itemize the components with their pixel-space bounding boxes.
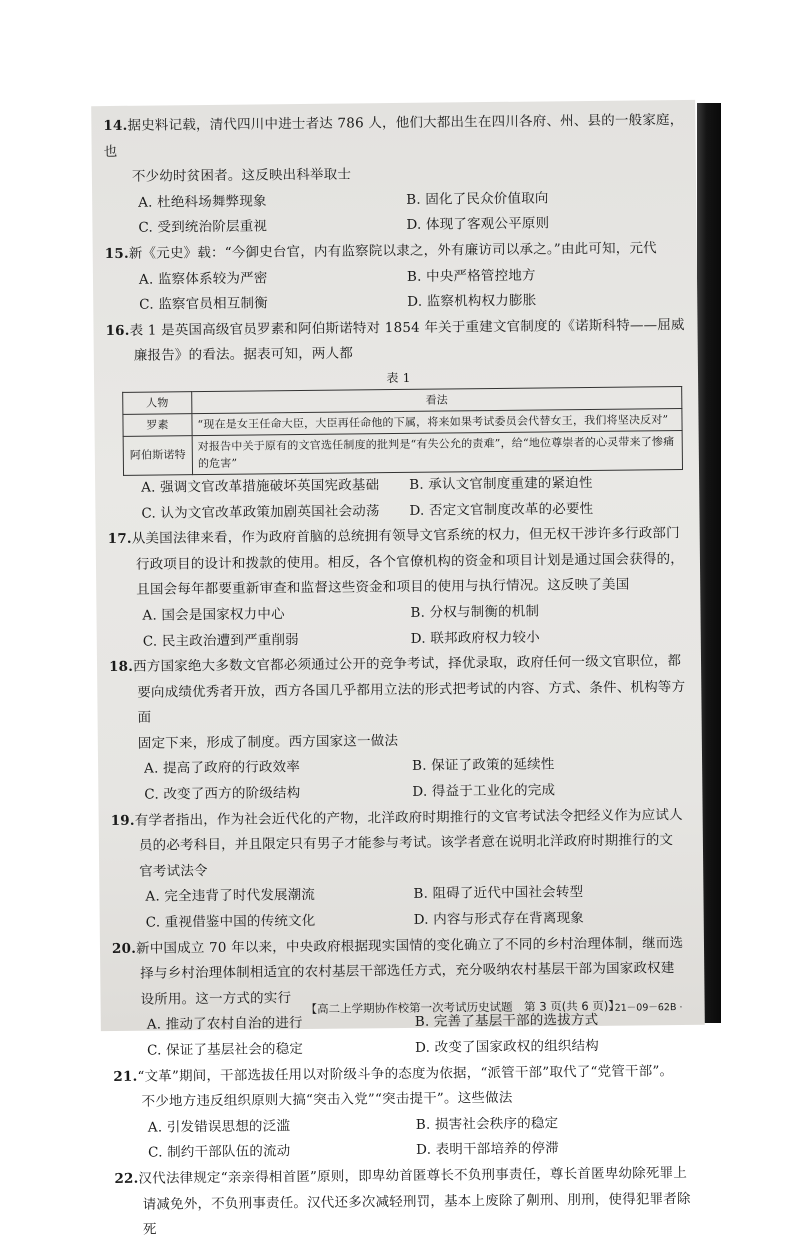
question-18 [109, 649, 696, 809]
question-stem-cont: 行政项目的设计和拨款的使用。相反，各个官僚机构的资金和项目计划是通过国会获得的， [135, 550, 685, 573]
question-stem: “文革”期间，干部选拔任用以对阶级斗争的态度为依据，“派管干部”取代了“党管干部”。 [137, 1062, 674, 1085]
question-stem-cont: 请减免外，不负刑事责任。汉代还多次减轻刑罚，基本上废除了劓刑、刖刑，使得犯罪者除死 [142, 1190, 691, 1238]
question-stem-cont: 廉报告》的看法。据表可知，两人都 [133, 345, 354, 365]
question-stem: 新中国成立 70 年以来，中央政府根据现实国情的变化确立了不同的乡村治理体制，继而选 [136, 934, 684, 957]
option-d: D. 得益于工业化的完成 [412, 782, 556, 800]
option-b: B. 分权与制衡的机制 [410, 603, 540, 621]
options [107, 470, 693, 527]
options [111, 879, 697, 936]
photo-background-left [0, 0, 94, 1123]
option-b: B. 损害社会秩序的稳定 [415, 1115, 559, 1133]
option-a: A. 国会是国家权力中心 [142, 606, 285, 624]
question-stem-cont: 设所用。这一方式的实行 [140, 989, 292, 1008]
options [108, 598, 694, 655]
table-1 [122, 386, 683, 476]
question-stem-cont: 且国会每年都要重新审查和监督这些资金和项目的使用与执行情况。这反映了美国 [136, 576, 630, 599]
question-number: 17. [107, 530, 132, 548]
question-15 [105, 236, 691, 319]
question-21 [113, 1058, 699, 1166]
table-cell-view: 对报告中关于原有的文官选任制度的批判是“有失公允的责难”，给“地位尊崇者的心灵带来了惨痛的危害” [192, 430, 682, 474]
option-c: C. 认为文官改革政策加剧英国社会动荡 [141, 502, 380, 522]
question-stem-cont: 不少幼时贫困者。这反映出科举取士 [131, 166, 352, 185]
question-number: 15. [104, 245, 129, 263]
question-14 [103, 108, 689, 242]
question-17 [108, 521, 694, 655]
question-stem: 表 1 是英国高级官员罗素和阿伯斯诺特对 1854 年关于重建文官制度的《诺斯科特——屈威 [129, 316, 685, 339]
option-a: A. 提高了政府的行政效率 [144, 759, 301, 778]
question-22 [114, 1161, 700, 1244]
options [104, 185, 690, 242]
question-number: 20. [111, 940, 137, 957]
option-d: D. 内容与形式存在背离现象 [413, 910, 585, 928]
table-row [123, 430, 682, 475]
option-a: A. 推动了农村自治的进行 [146, 1015, 303, 1034]
option-c: C. 制约干部队伍的流动 [148, 1143, 291, 1162]
options [105, 261, 691, 318]
table-cell-person: 罗素 [123, 414, 192, 437]
table-caption: 表 1 [386, 370, 411, 386]
question-stem-cont: 要向成绩优秀者开放，西方各国几乎都用立法的形式把考试的内容、方式、条件、机构等方面 [137, 678, 686, 727]
question-stem-cont: 员的必考科目，并且限定只有男子才能参与考试。该学者意在说明北洋政府时期推行的文 [138, 832, 674, 854]
option-c: C. 改变了西方的阶级结构 [144, 785, 301, 803]
option-b: B. 承认文官制度重建的紧迫性 [409, 474, 593, 493]
option-d: D. 联邦政府权力较小 [410, 629, 540, 647]
option-d: D. 表明干部培养的停滞 [416, 1140, 560, 1159]
question-stem-cont: 官考试法令 [139, 862, 208, 880]
option-a: A. 监察体系较为严密 [138, 269, 268, 288]
question-stem: 汉代法律规定“亲亲得相首匿”原则，即卑幼首匿尊长不负刑事责任，尊长首匿卑幼除死罪上 [138, 1164, 688, 1187]
option-d: D. 改变了国家政权的组织结构 [414, 1037, 600, 1056]
option-b: B. 完善了基层干部的选拔方式 [414, 1012, 599, 1031]
question-stem: 有学者指出，作为社会近代化的产物，北洋政府时期推行的文官考试法令把经义作为应试人 [134, 806, 683, 829]
option-b: B. 保证了政策的延续性 [412, 756, 555, 775]
option-b: B. 固化了民众价值取向 [406, 190, 549, 208]
option-b: B. 阻碍了近代中国社会转型 [413, 884, 584, 903]
table-header-view: 看法 [192, 386, 682, 413]
question-stem-cont: 固定下来，形成了制度。西方国家这一做法 [137, 732, 399, 752]
question-stem: 新《元史》载：“今御史台官，内有监察院以隶之，外有廉访司以承之。”由此可知，元代 [128, 240, 657, 262]
question-stem-cont: 择与乡村治理体制相适宜的农村基层干部选任方式，充分吸纳农村基层干部为国家政权建 [140, 960, 675, 982]
table-cell-person: 阿伯斯诺特 [123, 436, 192, 476]
options [114, 1110, 700, 1167]
footer-title: 【高二上学期协作校第一次考试历史试题 第 3 页(共 6 页)】 [305, 998, 620, 1016]
option-b: B. 中央严格管控地方 [406, 267, 536, 285]
option-c: C. 监察官员相互制衡 [139, 295, 268, 313]
option-a: A. 引发错误思想的泛滥 [147, 1117, 291, 1136]
option-c: C. 民主政治遭到严重削弱 [142, 631, 299, 650]
option-a: A. 强调文官改革措施破坏英国宪政基础 [141, 477, 380, 496]
question-number: 21. [113, 1068, 138, 1085]
table-cell-view: “现在是女王任命大臣，大臣再任命他的下属，将来如果考试委员会代替女王，我们将坚决反对” [192, 408, 682, 435]
question-number: 14. [103, 117, 128, 135]
option-c: C. 受到统治阶层重视 [138, 218, 268, 237]
option-a: A. 杜绝科场舞弊现象 [138, 193, 267, 211]
question-stem: 从美国法律来看，作为政府首脑的总统拥有领导文官系统的权力，但无权干涉许多行政部门 [131, 525, 680, 547]
question-stem-cont: 不少地方违反组织原则大搞“突击入党”“突击提干”。这些做法 [141, 1090, 513, 1110]
option-d: D. 监察机构权力膨胀 [407, 292, 537, 311]
option-c: C. 保证了基层社会的稳定 [146, 1041, 304, 1059]
option-d: D. 体现了客观公平原则 [406, 215, 550, 234]
questions-content [103, 108, 700, 1244]
question-number: 19. [110, 812, 135, 829]
option-c: C. 重视借鉴中国的传统文化 [145, 912, 316, 931]
option-a: A. 完全违背了时代发展潮流 [145, 887, 316, 906]
exam-paper-page [91, 100, 705, 1238]
question-16 [105, 313, 692, 527]
question-number: 16. [105, 322, 130, 339]
question-stem: 据史料记载，清代四川中进士者达 786 人，他们大都出生在四川各府、州、县的一般家庭，也 [103, 111, 684, 160]
question-19 [111, 803, 697, 937]
table-header-person: 人物 [123, 392, 192, 415]
options [110, 751, 696, 808]
question-stem: 西方国家绝大多数文官都必须通过公开的竞争考试，择优录取，政府任何一级文官职位，都 [133, 653, 682, 675]
question-number: 22. [114, 1170, 139, 1187]
question-number: 18. [108, 658, 134, 676]
footer-code: · 21－09－62B · [608, 1002, 683, 1014]
option-d: D. 否定文官制度改革的必要性 [409, 500, 594, 519]
